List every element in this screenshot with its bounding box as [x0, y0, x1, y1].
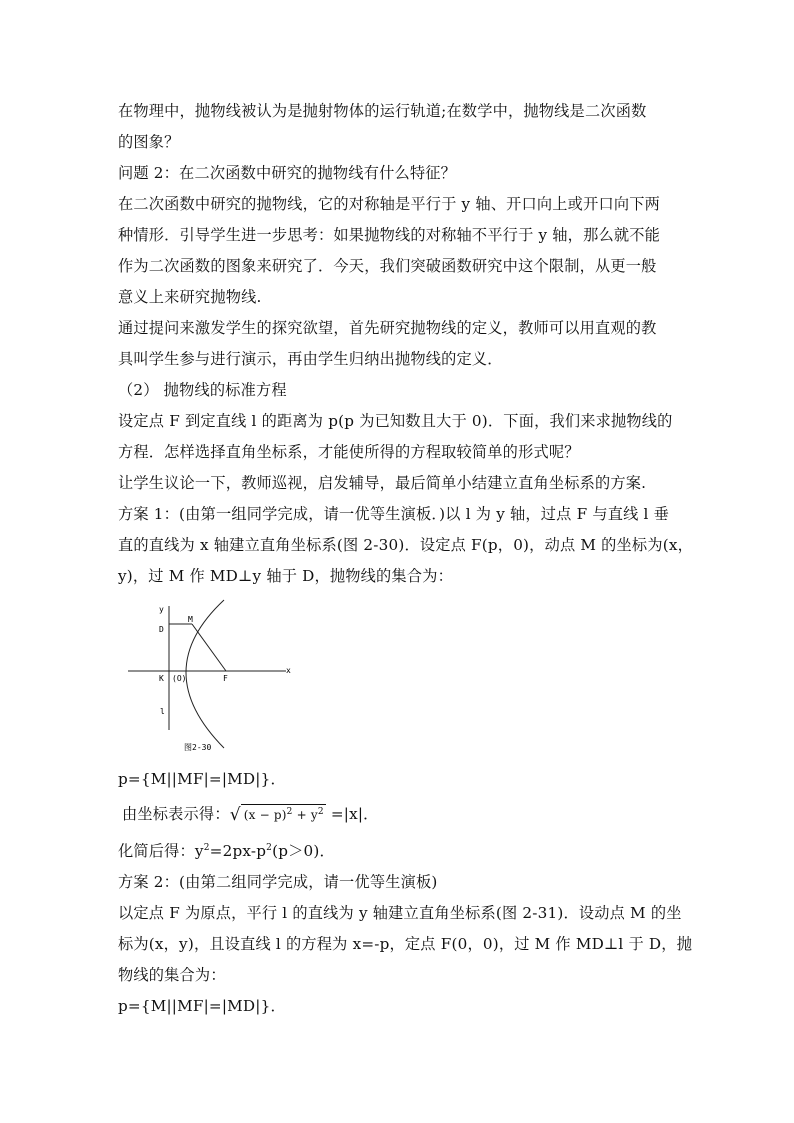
point-f-label: F	[223, 674, 228, 683]
paragraph-line: y)，过 M 作 MD⊥y 轴于 D，抛物线的集合为：	[118, 567, 453, 585]
mf-segment	[192, 624, 226, 671]
coordinate-expression	[122, 804, 379, 825]
paragraph-line: 方案 1：(由第一组同学完成，请一优等生演板．)以 l 为 y 轴，过点 F 与直线 l 垂	[118, 505, 670, 523]
paragraph-line: 种情形．引导学生进一步思考：如果抛物线的对称轴不平行于 y 轴，那么就不能	[118, 226, 661, 244]
point-d-label: D	[159, 625, 164, 634]
radicand-part: + y	[292, 808, 318, 822]
paragraph-line: 意义上来研究抛物线.	[118, 288, 262, 306]
radicand	[241, 804, 326, 825]
equation-part: 化简后得：y	[118, 842, 204, 860]
exponent: 2	[266, 842, 273, 853]
paragraph-line: 方案 2：(由第二组同学完成，请一优等生演板)	[118, 873, 438, 891]
set-definition: p={M||MF|=|MD|}．	[118, 770, 286, 788]
question-heading: 问题 2：在二次函数中研究的抛物线有什么特征？	[118, 164, 457, 182]
paragraph-line: 物线的集合为：	[118, 966, 226, 984]
parabola-diagram	[118, 598, 308, 756]
paragraph-line: 通过提问来激发学生的探究欲望，首先研究抛物线的定义，教师可以用直观的教	[118, 319, 657, 337]
paragraph-line: 让学生议论一下，教师巡视，启发辅导，最后简单小结建立直角坐标系的方案.	[118, 474, 647, 492]
section-heading: （2） 抛物线的标准方程	[118, 381, 287, 399]
point-k-label: K	[159, 674, 164, 683]
y-axis-label: y	[159, 605, 164, 614]
parabola-figure	[118, 598, 308, 756]
equation-part: =2px-p	[209, 842, 267, 860]
radical-sign: √	[229, 805, 241, 825]
paragraph-line: 作为二次函数的图象来研究了．今天，我们突破函数研究中这个限制，从更一般	[118, 257, 657, 275]
sqrt-expression	[230, 804, 326, 825]
paragraph-line: 直的直线为 x 轴建立直角坐标系(图 2-30)．设定点 F(p，0)，动点 M 的坐标为(x，	[118, 536, 693, 554]
set-definition: p={M||MF|=|MD|}．	[118, 997, 286, 1015]
line-l-label: l	[160, 707, 165, 716]
x-axis-label: x	[286, 666, 291, 675]
exponent: 2	[203, 842, 210, 853]
radicand-part: (x − p)	[243, 808, 287, 822]
expression-suffix: =|x|．	[325, 805, 379, 823]
paragraph-line: 标为(x，y)，且设直线 l 的方程为 x=-p，定点 F(0，0)，过 M 作 MD⊥l 于 D，抛	[118, 935, 693, 953]
equation-part: (p＞0)．	[272, 842, 335, 860]
point-m-label: M	[188, 615, 193, 624]
exponent: 2	[317, 807, 324, 817]
paragraph-line: 设定点 F 到定直线 l 的距离为 p(p 为已知数且大于 0)．下面，我们来求抛物线的	[118, 412, 673, 430]
paragraph-line: 具叫学生参与进行演示，再由学生归纳出抛物线的定义．	[118, 350, 503, 368]
simplified-equation	[118, 841, 335, 861]
paragraph-line: 的图象？	[118, 133, 180, 151]
paragraph-line: 在物理中，抛物线被认为是抛射物体的运行轨道;在数学中，抛物线是二次函数	[118, 102, 647, 120]
origin-label: (O)	[172, 674, 187, 683]
figure-caption: 图2-30	[184, 743, 212, 752]
paragraph-line: 方程．怎样选择直角坐标系，才能使所得的方程取较简单的形式呢？	[118, 443, 580, 461]
expression-prefix: 由坐标表示得：	[122, 805, 230, 823]
paragraph-line: 以定点 F 为原点，平行 l 的直线为 y 轴建立直角坐标系(图 2-31)．设动点 M 的坐	[118, 904, 682, 922]
paragraph-line: 在二次函数中研究的抛物线，它的对称轴是平行于 y 轴、开口向上或开口向下两	[118, 195, 661, 213]
exponent: 2	[286, 807, 293, 817]
